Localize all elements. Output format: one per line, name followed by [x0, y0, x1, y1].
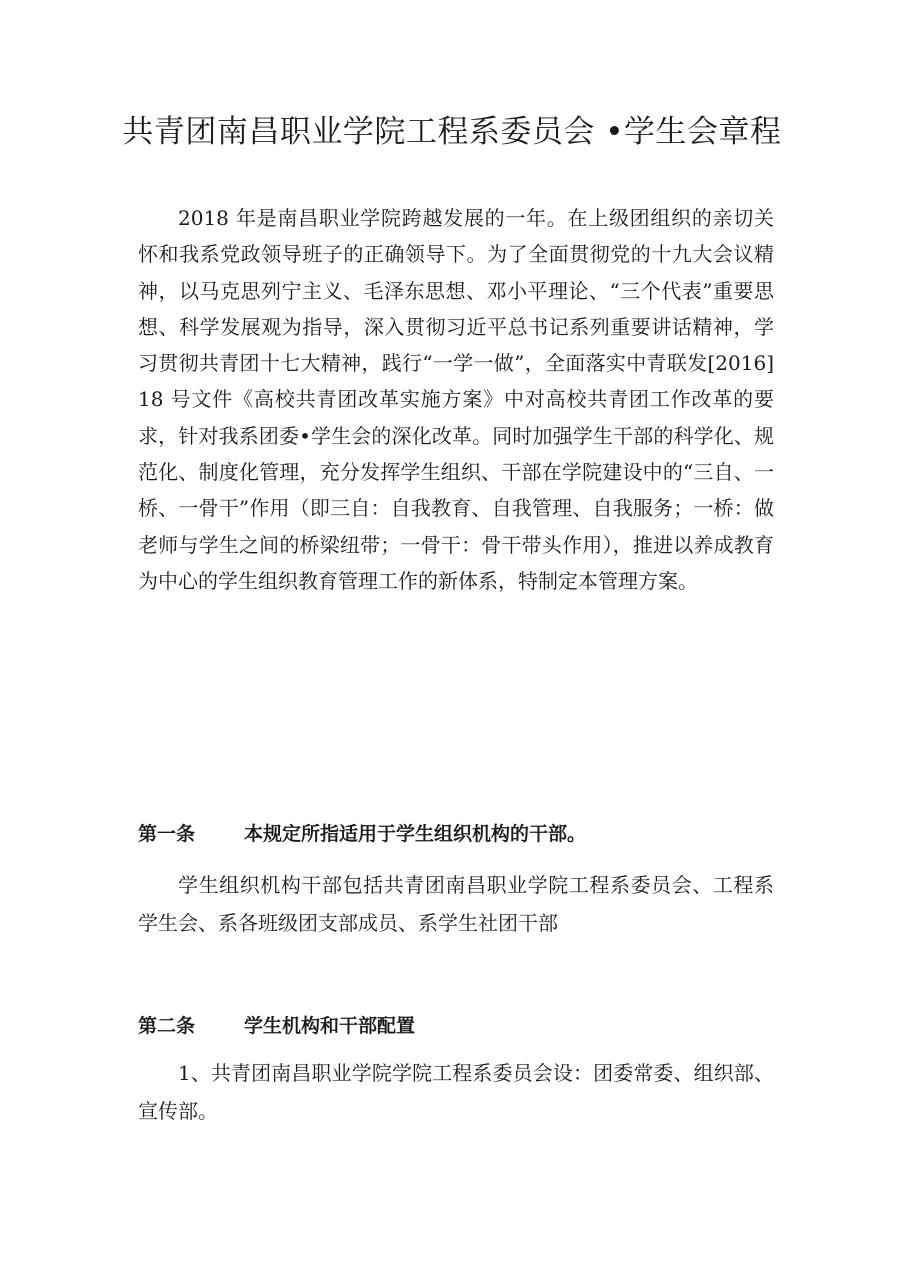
intro-paragraph: 2018 年是南昌职业学院跨越发展的一年。在上级团组织的亲切关怀和我系党政领导班子的正确领导下。为了全面贯彻党的十九大会议精神，以马克思列宁主义、毛泽东思想、邓小平理论、“三个代表”重要思想、科学发展观为指导，深入贯彻习近平总书记系列重要讲话精神，学习贯彻共青团十七大精神，践行“一学一做”，全面落实中青联发[2016]18 号文件《高校共青团改革实施方案》中对高校共青团工作改革的要求，针对我系团委•学生会的深化改革。同时加强学生干部的科学化、规范化、制度化管理，充分发挥学生组织、干部在学院建设中的“三自、一桥、一骨干”作用（即三自：自我教育、自我管理、自我服务；一桥：做老师与学生之间的桥梁纽带；一骨干：骨干带头作用），推进以养成教育为中心的学生组织教育管理工作的新体系，特制定本管理方案。 [138, 206, 774, 593]
article-2-title: 学生机构和干部配置 [244, 1015, 416, 1037]
document-title: 共青团南昌职业学院工程系委员会 •学生会章程 [122, 114, 782, 150]
article-2-body: 1、共青团南昌职业学院学院工程系委员会设：团委常委、组织部、宣传部。 [138, 1061, 774, 1123]
article-1-body: 学生组织机构干部包括共青团南昌职业学院工程系委员会、工程系学生会、系各班级团支部成员、系学生社团干部 [138, 873, 774, 935]
article-1-title: 本规定所指适用于学生组织机构的干部。 [244, 823, 587, 845]
article-2-number: 第二条 [138, 1015, 196, 1037]
article-2-heading [138, 1012, 415, 1040]
article-1-heading [138, 820, 586, 848]
article-1-number: 第一条 [138, 823, 196, 845]
